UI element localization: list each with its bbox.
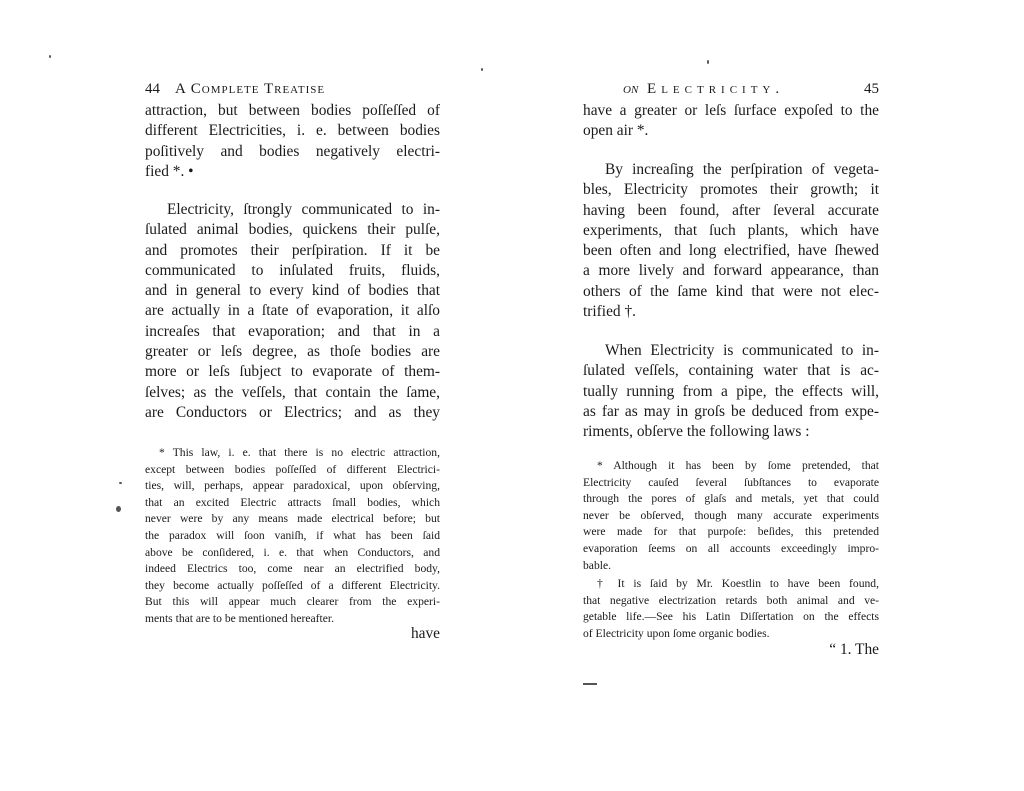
running-head-main: Electricity. — [647, 81, 785, 97]
right-footnote-2 — [583, 576, 879, 642]
left-body-paragraph-1 — [145, 101, 440, 182]
text-line: and in general to every kind of bodies that — [145, 282, 440, 300]
footnote-line: evaporation ſeems on all accounts exceedingly impro- — [583, 541, 879, 555]
text-line: tually running from a pipe, the effects will, — [583, 382, 879, 400]
text-line: are actually in a ſtate of evaporation, it alſo — [145, 302, 440, 320]
text-line: ſelves; as the veſſels, that contain the ſame, — [145, 383, 440, 401]
left-running-head — [145, 81, 440, 101]
text-line: as far as may in groſs be deduced from expe- — [583, 402, 879, 420]
scan-speck — [116, 506, 121, 512]
footnote-line: through the pores of glaſs and metals, yet that could — [583, 492, 879, 506]
text-line: Electricity, ſtrongly communicated to in- — [167, 201, 440, 218]
footnote-line: † It is ſaid by Mr. Koestlin to have been found, — [597, 577, 879, 590]
text-line: greater or leſs degree, as thoſe bodies are — [145, 343, 440, 361]
footnote-line: Electricity cauſed ſeveral ſubſtances to evaporate — [583, 475, 879, 489]
text-line: poſitively and bodies negatively electri- — [145, 142, 440, 160]
text-line: fied *. • — [145, 162, 194, 180]
text-line: experiments, that ſuch plants, which have — [583, 221, 879, 239]
footnote-line: that negative electrization retards both animal and ve- — [583, 593, 879, 607]
scan-speck — [119, 482, 122, 484]
scan-speck — [583, 683, 597, 685]
running-head-title-right — [623, 81, 784, 98]
right-body-paragraph-3 — [583, 341, 879, 442]
footnote-line: never were by any means made electrical before; but — [145, 512, 440, 526]
footnote-line: indeed Electrics too, come near an electrified body, — [145, 562, 440, 576]
text-line: When Electricity is communicated to in- — [605, 342, 879, 359]
text-line: riments, obſerve the following laws : — [583, 423, 810, 441]
footnote-line: never be obſerved, though many accurate experiments — [583, 508, 879, 522]
text-line: open air *. — [583, 122, 649, 140]
footnote-line: they become actually poſſeſſed of a different Electricity. — [145, 578, 440, 592]
page-number-right: 45 — [864, 81, 879, 97]
text-line: communicated to inſulated fruits, fluids, — [145, 261, 440, 279]
text-line: By increaſing the perſpiration of vegeta- — [605, 161, 879, 178]
footnote-line: ties, will, perhaps, appear paradoxical, upon obſerving, — [145, 479, 440, 493]
left-footnote — [145, 445, 440, 628]
text-line: more or leſs ſubject to evaporate of them- — [145, 363, 440, 381]
running-head-prefix: on — [623, 81, 639, 97]
text-line: having been found, after ſeveral accurate — [583, 201, 879, 219]
text-line: a more lively and forward appearance, than — [583, 262, 879, 280]
scan-speck — [49, 55, 51, 58]
footnote-line: * This law, i. e. that there is no electric attraction, — [159, 446, 440, 459]
footnote-line: ments that are to be mentioned hereafter. — [145, 611, 334, 625]
footnote-line: that an excited Electric attracts ſmall bodies, which — [145, 495, 440, 509]
text-line: trified †. — [583, 303, 636, 321]
scan-speck — [707, 60, 709, 64]
text-line: have a greater or leſs ſurface expoſed to the — [583, 102, 879, 119]
footnote-line: above be conſidered, i. e. that when Conductors, and — [145, 545, 440, 559]
text-line: different Electricities, i. e. between bodies — [145, 122, 440, 140]
text-line: bles, Electricity promotes their growth; it — [583, 181, 879, 199]
footnote-line: of Electricity upon ſome organic bodies. — [583, 626, 770, 640]
scan-speck — [481, 68, 483, 71]
footnote-line: the paradox will ſoon vaniſh, if what has been ſaid — [145, 528, 440, 542]
page-number-left: 44 — [145, 81, 160, 97]
right-running-head — [583, 81, 879, 101]
right-body-paragraph-2 — [583, 160, 879, 322]
right-body-paragraph-1 — [583, 101, 879, 142]
catchword-right: “ 1. The — [829, 641, 879, 658]
running-head-title-left: A Complete Treatise — [175, 81, 326, 97]
text-line: are Conductors or Electrics; and as they — [145, 403, 440, 421]
footnote-line: were made for that purpoſe: beſides, this pretended — [583, 525, 879, 539]
right-footnote-1 — [583, 458, 879, 574]
text-line: attraction, but between bodies poſſeſſed of — [145, 102, 440, 119]
footnote-line: except between bodies poſſeſſed of different Electrici- — [145, 462, 440, 476]
text-line: ſulated veſſels, containing water that is ac- — [583, 362, 879, 380]
text-line: others of the ſame kind that were not elec- — [583, 282, 879, 300]
text-line: and promotes their perſpiration. If it be — [145, 241, 440, 259]
footnote-line: getable life.—See his Latin Diſſertation on the effects — [583, 610, 879, 624]
catchword-left: have — [410, 625, 440, 642]
footnote-line: But this will appear much clearer from the experi- — [145, 595, 440, 609]
text-line: been often and long electrified, have ſhewed — [583, 242, 879, 260]
footnote-line: bable. — [583, 558, 612, 572]
text-line: ſulated animal bodies, quickens their pulſe, — [145, 221, 440, 239]
left-body-paragraph-2 — [145, 200, 440, 423]
footnote-line: * Although it has been by ſome pretended, that — [597, 459, 879, 472]
text-line: increaſes that evaporation; and that in a — [145, 322, 440, 340]
